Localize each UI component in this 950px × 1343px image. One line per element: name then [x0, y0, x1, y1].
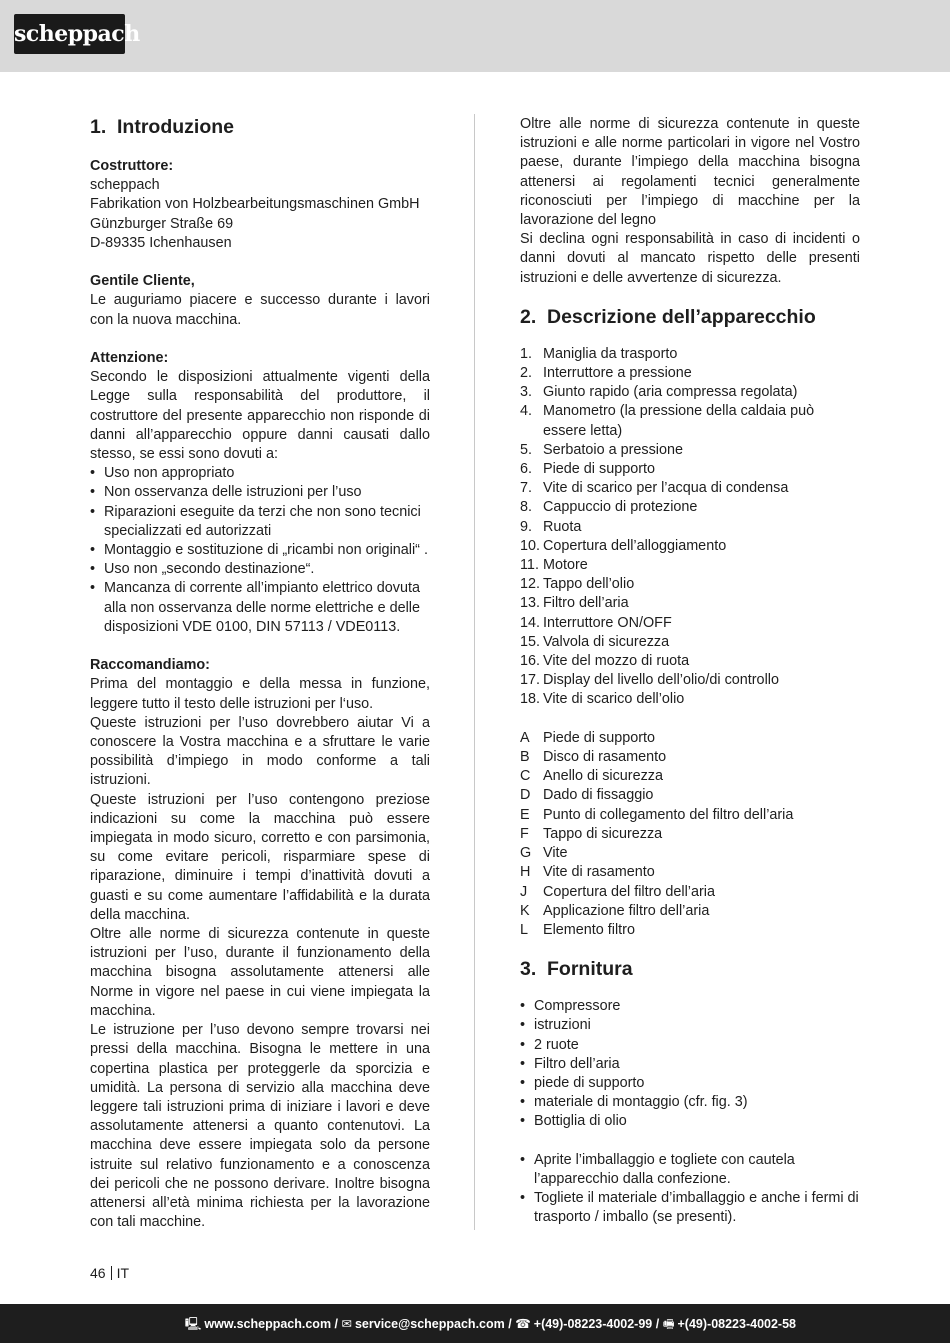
- list-item: • Filtro dell’aria: [520, 1055, 860, 1074]
- supply-heading-number: 3.: [520, 958, 537, 981]
- list-item: [520, 883, 860, 902]
- list-item: [520, 902, 860, 921]
- item-number: 9.: [520, 518, 533, 535]
- item-label: Vite di scarico per l’acqua di condensa: [543, 480, 789, 497]
- item-letter: F: [520, 825, 529, 842]
- list-item: • Non osservanza delle istruzioni per l’uso: [90, 483, 430, 502]
- list-item: • materiale di montaggio (cfr. fig. 3): [520, 1093, 860, 1112]
- item-number: 3.: [520, 384, 533, 401]
- lettered-parts-list: [520, 729, 860, 940]
- item-label: Filtro dell’aria: [543, 595, 629, 612]
- recommend-paragraph: Oltre alle norme di sicurezza contenute in queste istruzioni per l’uso, durante il funzionamento della macchina bisogna assolutamente attenersi alle Norme in vigore nel paese in cui viene impiegata la macchina.: [90, 926, 430, 1019]
- list-item: [520, 594, 860, 613]
- item-number: 6.: [520, 461, 533, 478]
- description-heading: [520, 305, 860, 329]
- item-letter: D: [520, 787, 531, 804]
- list-item: [520, 364, 860, 383]
- attention-list: [90, 464, 430, 637]
- item-label: Vite di rasamento: [543, 864, 655, 881]
- manufacturer-line: scheppach: [90, 177, 160, 194]
- item-label: Valvola di sicurezza: [543, 633, 670, 650]
- list-item: [520, 863, 860, 882]
- list-item: [520, 690, 860, 709]
- item-number: 12.: [520, 576, 541, 593]
- attention-label: Attenzione:: [90, 350, 169, 366]
- fax-icon: 🖷: [662, 1317, 675, 1331]
- item-letter: H: [520, 864, 531, 881]
- supply-heading: [520, 957, 860, 981]
- intro-heading: [90, 115, 430, 139]
- item-letter: E: [520, 806, 530, 823]
- phone-icon: ☎: [515, 1317, 531, 1331]
- computer-icon: 🖳: [184, 1317, 202, 1331]
- list-item: • Uso non appropriato: [90, 464, 430, 483]
- item-number: 18.: [520, 691, 541, 708]
- item-label: Interruttore ON/OFF: [543, 614, 672, 631]
- contact-bar: [0, 1304, 950, 1343]
- list-item: • 2 ruote: [520, 1036, 860, 1055]
- description-heading-title: Descrizione dell’apparecchio: [547, 305, 816, 328]
- item-label: Piede di supporto: [543, 729, 656, 746]
- unpacking-instructions: [520, 1151, 860, 1228]
- list-item: • Montaggio e sostituzione di „ricambi non originali“ .: [90, 541, 430, 560]
- intro-continued-paragraph: Oltre alle norme di sicurezza contenute in queste istruzioni e alle norme particolari in vigore nel Vostro paese, durante l’impiego della macchina bisogna attenersi ai regolamenti tecnici generalmente riconosciuti per l’impiego di macchine per la lavorazione del legno: [520, 116, 860, 229]
- right-column: [520, 115, 860, 1228]
- page-separator: [111, 1266, 112, 1280]
- item-label: Piede di supporto: [543, 461, 656, 478]
- intro-heading-number: 1.: [90, 116, 107, 138]
- list-item: [520, 921, 860, 940]
- list-item: [520, 498, 860, 517]
- website-link[interactable]: www.scheppach.com /: [204, 1317, 339, 1331]
- list-item: [520, 748, 860, 767]
- manufacturer-line: Fabrikation von Holzbearbeitungsmaschinen GmbH: [90, 196, 420, 213]
- item-label: Elemento filtro: [543, 921, 635, 938]
- item-label: Vite di scarico dell’olio: [543, 691, 685, 708]
- list-item: [520, 556, 860, 575]
- supply-heading-title: Fornitura: [547, 958, 633, 981]
- list-item: • istruzioni: [520, 1016, 860, 1035]
- scheppach-logo: scheppach: [14, 14, 125, 54]
- list-item: [520, 614, 860, 633]
- item-label: Ruota: [543, 518, 582, 535]
- item-number: 8.: [520, 499, 533, 516]
- page-footer: [90, 1264, 129, 1283]
- list-item: [520, 575, 860, 594]
- item-number: 16.: [520, 653, 541, 670]
- item-number: 14.: [520, 614, 541, 631]
- list-item: [520, 383, 860, 402]
- item-number: 1.: [520, 345, 533, 362]
- email-link[interactable]: service@scheppach.com /: [354, 1317, 512, 1331]
- manufacturer-line: Günzburger Straße 69: [90, 215, 234, 232]
- item-label: Vite del mozzo di ruota: [543, 653, 690, 670]
- contact-info: [185, 1315, 796, 1334]
- item-letter: C: [520, 768, 531, 785]
- attention-text: Secondo le disposizioni attualmente vigenti della Legge sulla responsabilità del produttore, il costruttore del presente apparecchio non risponde di danni all’apparecchio oppure danni causati dallo stesso, se essi sono dovuti a:: [90, 369, 430, 463]
- item-label: Tappo di sicurezza: [543, 825, 663, 842]
- left-column: [90, 115, 430, 1232]
- item-letter: B: [520, 749, 530, 766]
- list-item: [520, 479, 860, 498]
- supply-list: [520, 997, 860, 1131]
- fax-number: +(49)-08223-4002-58: [677, 1317, 796, 1331]
- item-number: 15.: [520, 633, 541, 650]
- greeting-text: Le auguriamo piacere e successo durante i lavori con la nuova macchina.: [90, 292, 430, 328]
- item-label: Dado di fissaggio: [543, 787, 654, 804]
- item-label: Motore: [543, 557, 588, 574]
- list-item: • Togliete il materiale d’imballaggio e anche i fermi di trasporto / imballo (se presenti).: [520, 1189, 860, 1227]
- item-label: Cappuccio di protezione: [543, 499, 698, 516]
- email-icon: ✉: [341, 1317, 352, 1331]
- phone-number: +(49)-08223-4002-99 /: [533, 1317, 660, 1331]
- item-label: Serbatoio a pressione: [543, 441, 683, 458]
- item-label: Maniglia da trasporto: [543, 345, 678, 362]
- list-item: [520, 671, 860, 690]
- list-item: • Uso non „secondo destinazione“.: [90, 560, 430, 579]
- list-item: [520, 806, 860, 825]
- list-item: [520, 786, 860, 805]
- item-label: Vite: [543, 845, 568, 862]
- item-number: 13.: [520, 595, 541, 612]
- list-item: • Bottiglia di olio: [520, 1112, 860, 1131]
- list-item: • Riparazioni eseguite da terzi che non sono tecnici specializzati ed autorizzati: [90, 503, 430, 541]
- item-number: 7.: [520, 480, 533, 497]
- item-label: Copertura del filtro dell’aria: [543, 883, 715, 900]
- item-number: 5.: [520, 441, 533, 458]
- item-letter: G: [520, 845, 532, 862]
- manufacturer-line: D-89335 Ichenhausen: [90, 234, 232, 251]
- list-item: [520, 441, 860, 460]
- list-item: [520, 537, 860, 556]
- item-letter: A: [520, 729, 530, 746]
- header-bar: [0, 0, 950, 72]
- item-number: 4.: [520, 403, 533, 420]
- list-item: • piede di supporto: [520, 1074, 860, 1093]
- recommend-paragraph: Queste istruzioni per l’uso dovrebbero aiutar Vi a conoscere la Vostra macchina e a sfruttare le varie possibilità d’impiego in modo conforme a tali istruzioni.: [90, 714, 430, 789]
- list-item: • Mancanza di corrente all’impianto elettrico dovuta alla non osservanza delle norme elettriche e delle disposizioni VDE 0100, DIN 57113 / VDE0113.: [90, 579, 430, 637]
- item-label: Disco di rasamento: [543, 749, 667, 766]
- list-item: [520, 844, 860, 863]
- item-label: Interruttore a pressione: [543, 365, 692, 382]
- list-item: [520, 767, 860, 786]
- list-item: • Compressore: [520, 997, 860, 1016]
- item-number: 11.: [520, 557, 539, 574]
- column-divider: [474, 114, 475, 1230]
- language-code: IT: [116, 1265, 130, 1281]
- item-number: 17.: [520, 672, 541, 689]
- item-label: Display del livello dell’olio/di controllo: [543, 672, 779, 689]
- item-label: Copertura dell’alloggiamento: [543, 537, 727, 554]
- item-label: Applicazione filtro dell’aria: [543, 902, 710, 919]
- list-item: [520, 345, 860, 364]
- page-number: 46: [90, 1265, 106, 1281]
- list-item: • Aprite l’imballaggio e togliete con cautela l’apparecchio dalla confezione.: [520, 1151, 860, 1189]
- list-item: [520, 729, 860, 748]
- manufacturer-label: Costruttore:: [90, 158, 174, 174]
- recommend-paragraph: Queste istruzioni per l’uso contengono preziose indicazioni su come la macchina può essere impiegata in modo sicuro, corretto e con parsimonia, su come evitare pericoli, risparmiare spese di riparazione, diminuire i tempi d’inattività dovuti a guasti e su come aumentare l’affidabilità e la durata della macchina.: [90, 791, 430, 923]
- list-item: [520, 518, 860, 537]
- numbered-parts-list: [520, 345, 860, 710]
- item-label: Giunto rapido (aria compressa regolata): [543, 384, 798, 401]
- list-item: [520, 633, 860, 652]
- item-label: Tappo dell’olio: [543, 576, 635, 593]
- item-label: Anello di sicurezza: [543, 768, 663, 785]
- recommend-label: Raccomandiamo:: [90, 657, 210, 674]
- list-item: [520, 460, 860, 479]
- item-letter: K: [520, 902, 530, 919]
- recommend-paragraph: Le istruzione per l’uso devono sempre trovarsi nei pressi della macchina. Bisogna le mettere in una copertina plastica per proteggerle da sporcizia e umidità. La persona di servizio alla macchina deve leggere tali istruzioni prima di iniziare i lavori e deve assolutamente attenersi a quanto contenutovi. La macchina deve essere impiegata solo da persone istruite sul relativo funzionamento e a conoscenza dei pericoli che ne possono derivare. Inoltre bisogna attenersi all’età minima richiesta per la lavorazione con tali macchine.: [90, 1022, 430, 1231]
- recommend-paragraph: Prima del montaggio e della messa in funzione, leggere tutto il testo delle istruzioni per l‘uso.: [90, 676, 430, 712]
- item-letter: J: [520, 883, 528, 900]
- greeting-label: Gentile Cliente,: [90, 273, 195, 290]
- item-number: 10.: [520, 537, 541, 554]
- intro-continued-paragraph: Si declina ogni responsabilità in caso di incidenti o danni dovuti al mancato rispetto delle presenti istruzioni e delle avvertenze di sicurezza.: [520, 231, 860, 286]
- item-label: Punto di collegamento del filtro dell’aria: [543, 806, 794, 823]
- item-letter: L: [520, 921, 529, 938]
- intro-heading-title: Introduzione: [117, 116, 234, 138]
- item-number: 2.: [520, 365, 533, 382]
- item-label: Manometro (la pressione della caldaia può essere letta): [543, 403, 815, 439]
- list-item: [520, 402, 860, 440]
- list-item: [520, 652, 860, 671]
- list-item: [520, 825, 860, 844]
- description-heading-number: 2.: [520, 305, 537, 328]
